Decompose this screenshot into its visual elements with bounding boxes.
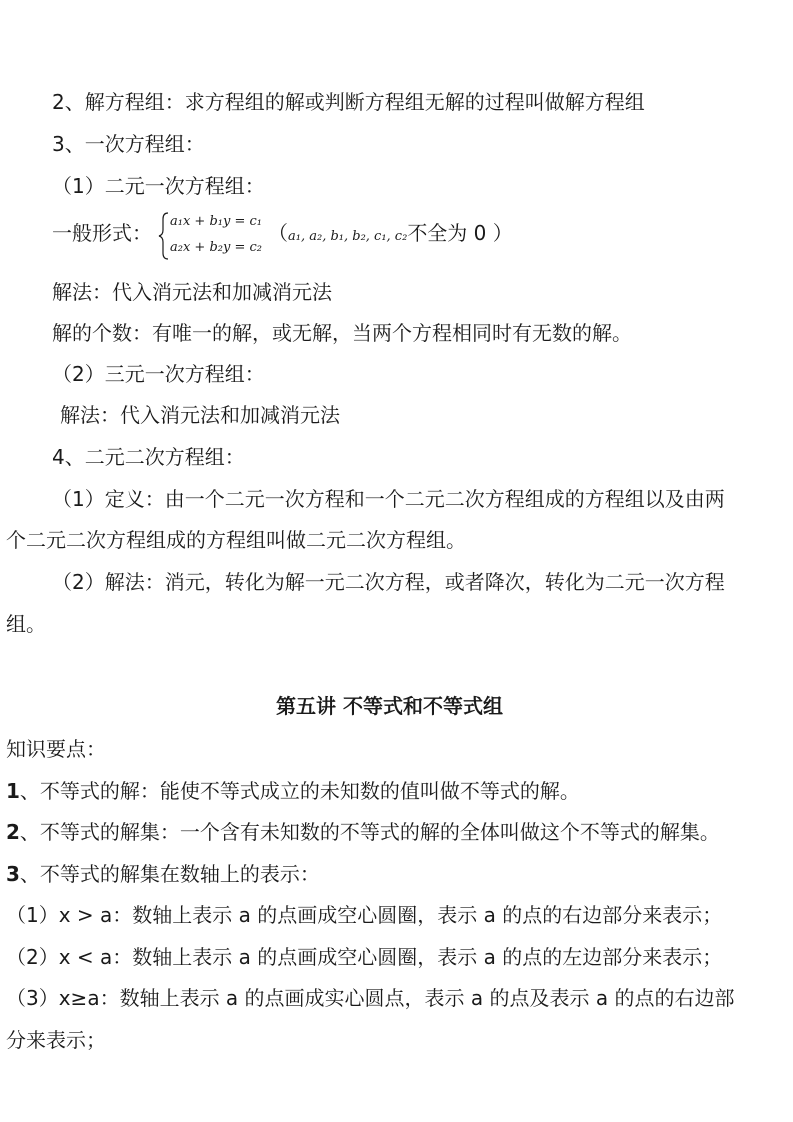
equation-1: a₁x + b₁y = c₁ bbox=[170, 214, 262, 229]
case-greater-than: （1）x > a：数轴上表示 a 的点画成空心圆圈，表示 a 的点的右边部分来表示； bbox=[6, 903, 723, 927]
line-solution-method-2: 解法：代入消元法和加减消元法 bbox=[60, 403, 340, 427]
equation-2: a₂x + b₂y = c₂ bbox=[170, 240, 262, 255]
case-greater-equal-cont: 分来表示； bbox=[6, 1028, 106, 1052]
coefficient-condition bbox=[268, 219, 513, 251]
point-2 bbox=[6, 818, 720, 846]
line-solve-system: 2、解方程组：求方程组的解或判断方程组无解的过程叫做解方程组 bbox=[52, 90, 645, 114]
line-general-form-label: 一般形式： bbox=[52, 221, 152, 245]
line-method-cont: 组。 bbox=[6, 612, 46, 636]
point-1 bbox=[6, 777, 580, 805]
line-method: （2）解法：消元，转化为解一元二次方程，或者降次，转化为二元一次方程 bbox=[52, 570, 725, 594]
point-2-text: 、不等式的解集：一个含有未知数的不等式的解的全体叫做这个不等式的解集。 bbox=[19, 820, 720, 844]
line-definition: （1）定义：由一个二元一次方程和一个二元二次方程组成的方程组以及由两 bbox=[52, 487, 725, 511]
point-3-text: 、不等式的解集在数轴上的表示： bbox=[19, 862, 320, 886]
point-3-number: 3 bbox=[6, 862, 20, 886]
line-two-variable-linear: （1）二元一次方程组： bbox=[52, 174, 265, 198]
coef-condition-text: 不全为 0 ） bbox=[407, 221, 513, 245]
line-definition-cont: 个二元二次方程组成的方程组叫做二元二次方程组。 bbox=[6, 528, 466, 552]
point-1-number: 1 bbox=[6, 779, 20, 803]
section-title: 第五讲 不等式和不等式组 bbox=[276, 694, 503, 718]
left-brace bbox=[158, 211, 170, 261]
case-less-than: （2）x < a：数轴上表示 a 的点画成空心圆圈，表示 a 的点的左边部分来表示； bbox=[6, 945, 723, 969]
equation-system bbox=[158, 211, 270, 261]
knowledge-points-heading: 知识要点： bbox=[6, 737, 106, 761]
point-3 bbox=[6, 860, 320, 888]
line-linear-systems: 3、一次方程组： bbox=[52, 132, 205, 156]
line-solution-method: 解法：代入消元法和加减消元法 bbox=[52, 280, 332, 304]
point-1-text: 、不等式的解：能使不等式成立的未知数的值叫做不等式的解。 bbox=[19, 779, 580, 803]
coef-open-paren: （ bbox=[268, 221, 288, 245]
point-2-number: 2 bbox=[6, 820, 20, 844]
line-quadratic-systems: 4、二元二次方程组： bbox=[52, 445, 245, 469]
line-three-variable-linear: （2）三元一次方程组： bbox=[52, 362, 265, 386]
case-greater-equal: （3）x≥a：数轴上表示 a 的点画成实心圆点，表示 a 的点及表示 a 的点的右边部 bbox=[6, 986, 735, 1010]
coefficient-list: a₁, a₂, b₁, b₂, c₁, c₂ bbox=[288, 229, 408, 244]
line-number-of-solutions: 解的个数：有唯一的解，或无解，当两个方程相同时有无数的解。 bbox=[52, 321, 632, 345]
